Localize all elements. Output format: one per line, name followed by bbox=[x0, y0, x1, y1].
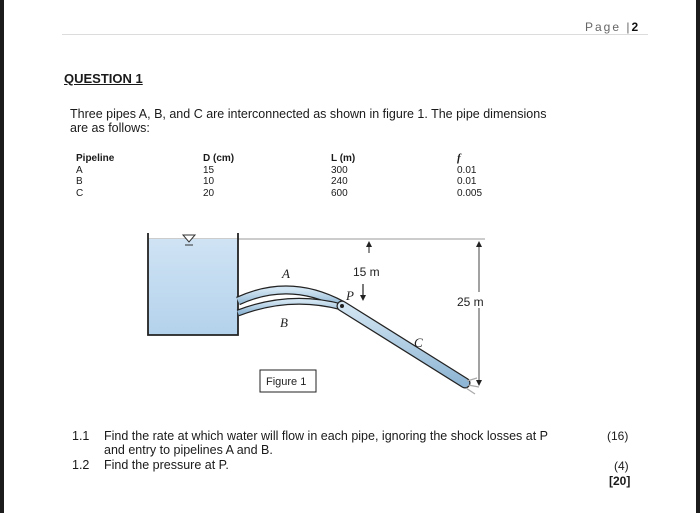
label-a: A bbox=[282, 266, 290, 281]
figure-caption: Figure 1 bbox=[266, 376, 307, 388]
junction-p-marker bbox=[340, 304, 344, 308]
table-cell: 10 bbox=[203, 176, 215, 187]
left-border bbox=[0, 0, 4, 513]
total-marks: [20] bbox=[609, 474, 631, 488]
label-25m: 25 m bbox=[457, 295, 484, 309]
length-header: L (m) bbox=[331, 153, 356, 164]
question-1-1-marks: (16) bbox=[607, 429, 629, 443]
page-number: Page |2 bbox=[585, 20, 639, 34]
table-cell: B bbox=[76, 176, 83, 187]
label-p: P bbox=[346, 288, 354, 303]
diameter-header: D (cm) bbox=[203, 153, 235, 164]
question-1-2-number: 1.2 bbox=[72, 458, 90, 472]
label-b: B bbox=[280, 315, 288, 330]
pipeline-column bbox=[76, 153, 114, 199]
header-rule bbox=[62, 34, 648, 35]
table-cell: 20 bbox=[203, 187, 215, 199]
table-cell: C bbox=[76, 187, 84, 199]
label-15m: 15 m bbox=[353, 265, 380, 279]
table-cell: 0.005 bbox=[457, 187, 483, 199]
question-title: QUESTION 1 bbox=[64, 71, 143, 86]
label-c: C bbox=[414, 335, 423, 350]
table-cell: 600 bbox=[331, 187, 348, 199]
diameter-column bbox=[203, 153, 234, 199]
pipeline-header: Pipeline bbox=[76, 153, 115, 164]
question-1-1-number: 1.1 bbox=[72, 429, 90, 443]
question-1-1-line-1: Find the rate at which water will flow in each pipe, ignoring the shock losses at P bbox=[104, 429, 548, 443]
pipe-network-figure bbox=[140, 225, 500, 405]
intro-line-2: are as follows: bbox=[70, 121, 150, 135]
friction-header: f bbox=[457, 152, 461, 164]
length-column bbox=[331, 153, 355, 199]
table-cell: 0.01 bbox=[457, 164, 477, 176]
question-intro bbox=[70, 107, 615, 135]
intro-line-1: Three pipes A, B, and C are interconnected as shown in figure 1. The pipe dimensions bbox=[70, 107, 547, 121]
table-cell: 300 bbox=[331, 164, 348, 176]
friction-column bbox=[457, 153, 482, 199]
question-1-1-line-2: and entry to pipelines A and B. bbox=[104, 443, 273, 457]
table-cell: 0.01 bbox=[457, 176, 477, 187]
question-1-2-line-1: Find the pressure at P. bbox=[104, 458, 229, 472]
right-border bbox=[696, 0, 700, 513]
table-cell: 15 bbox=[203, 164, 215, 176]
reservoir-water bbox=[148, 239, 238, 335]
question-1-2-marks: (4) bbox=[614, 459, 629, 473]
table-cell: A bbox=[76, 164, 83, 176]
table-cell: 240 bbox=[331, 176, 348, 187]
